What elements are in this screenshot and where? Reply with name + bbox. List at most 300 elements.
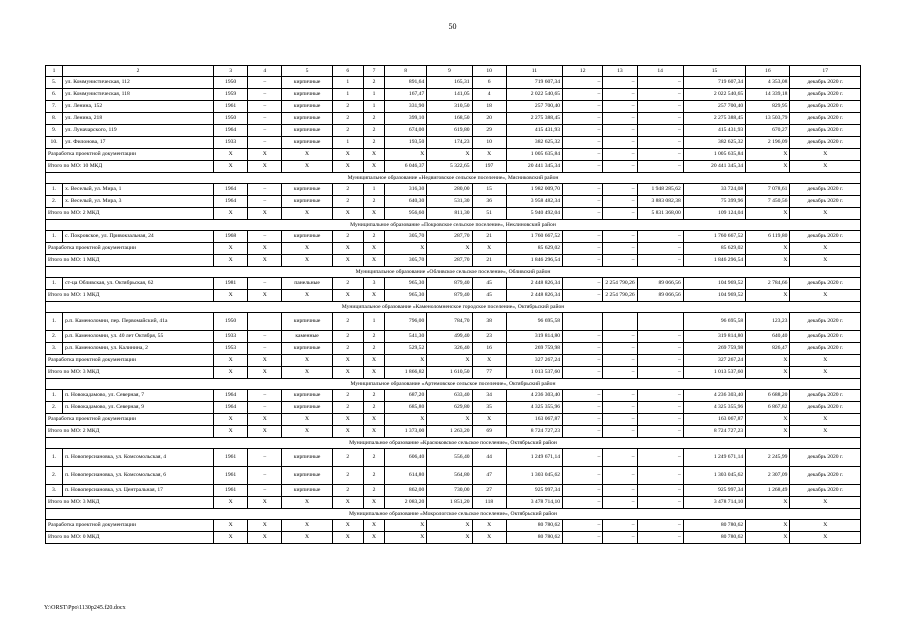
table-cell: 23 [472, 331, 506, 343]
table-row [46, 390, 861, 402]
table-cell: 1 373,00 [385, 426, 427, 438]
summary-label: Итого по МО: 3 МКД [46, 497, 214, 509]
table-cell: 719 607,34 [506, 77, 562, 89]
table-cell: – [248, 113, 282, 125]
summary-label: Итого по МО: 1 МКД [46, 290, 214, 302]
table-cell: 2 254 790,26 [603, 278, 637, 290]
table-cell: 829,95 [746, 101, 790, 113]
table-cell: 44 [472, 449, 506, 467]
table-cell: 1964 [214, 184, 248, 196]
table-cell: X [282, 208, 332, 220]
table-cell: 14 339,18 [746, 89, 790, 101]
table-cell: 3. [46, 485, 63, 497]
table-cell: 163 067,87 [683, 414, 745, 426]
summary-label: Разработка проектной документации [46, 355, 214, 367]
table-cell: X [332, 414, 363, 426]
municipality-heading: Муниципальное образование «Каменоломненское городское поселение», Октябрьский район [46, 302, 861, 313]
table-cell: – [248, 184, 282, 196]
table-cell: 327 267,24 [506, 355, 562, 367]
table-cell: 1953 [214, 343, 248, 355]
table-cell: X [363, 255, 384, 267]
table-cell: 10 [472, 137, 506, 149]
table-cell: 1 005 635,84 [506, 149, 562, 161]
table-cell: 8 724 727,23 [506, 426, 562, 438]
table-cell: – [637, 101, 683, 113]
table-cell: 879,40 [427, 278, 472, 290]
table-cell: 165,31 [427, 77, 472, 89]
table-cell: декабрь 2020 г. [790, 343, 861, 355]
table-row [46, 278, 861, 290]
table-cell: кирпичные [282, 77, 332, 89]
table-cell: 141,05 [427, 89, 472, 101]
table-cell: 382 625,32 [683, 137, 745, 149]
table-cell: 2 022 540,65 [683, 89, 745, 101]
table-cell: X [332, 532, 363, 544]
table-cell: X [385, 355, 427, 367]
table-cell: X [790, 532, 861, 544]
table-cell: 891,64 [385, 77, 427, 89]
table-cell: 1 [363, 89, 384, 101]
table-cell: – [637, 137, 683, 149]
address-cell: р.п. Каменоломни, ул. Калинина, 2 [63, 343, 214, 355]
table-cell: 2 [332, 125, 363, 137]
table-cell: X [472, 355, 506, 367]
table-cell: 556,40 [427, 449, 472, 467]
table-cell: X [363, 149, 384, 161]
table-cell: X [332, 149, 363, 161]
table-cell: – [248, 231, 282, 243]
table-cell: 310,50 [427, 101, 472, 113]
table-cell: 606,40 [385, 449, 427, 467]
table-cell: 1. [46, 390, 63, 402]
table-cell: панельные [282, 278, 332, 290]
table-cell: X [746, 290, 790, 302]
table-cell: X [427, 243, 472, 255]
table-cell: X [746, 426, 790, 438]
table-cell: 1961 [214, 467, 248, 485]
table-cell: 3. [46, 343, 63, 355]
address-cell: ул. Коммунистическая, 118 [63, 89, 214, 101]
table-cell: 85 629,02 [683, 243, 745, 255]
table-cell: 269 759,98 [506, 343, 562, 355]
summary-row [46, 426, 861, 438]
table-cell: 104 969,52 [683, 278, 745, 290]
table-cell: кирпичные [282, 184, 332, 196]
summary-label: Итого по МО: 10 МКД [46, 161, 214, 173]
table-cell: 2 [332, 343, 363, 355]
table-cell: кирпичные [282, 343, 332, 355]
table-cell: – [637, 331, 683, 343]
table-cell: 1 303 045,62 [506, 467, 562, 485]
table-row [46, 101, 861, 113]
table-cell: декабрь 2020 г. [790, 184, 861, 196]
table-cell: 47 [472, 467, 506, 485]
table-cell: 5 940 492,04 [506, 208, 562, 220]
table-cell: X [472, 414, 506, 426]
table-cell: 640,40 [746, 331, 790, 343]
summary-row [46, 161, 861, 173]
table-cell: – [563, 231, 603, 243]
address-cell: ул. Ленина, 152 [63, 101, 214, 113]
table-cell: 796,00 [385, 313, 427, 331]
table-cell: 2 [363, 467, 384, 485]
table-cell: 75 399,96 [683, 196, 745, 208]
summary-label: Итого по МО: 1 МКД [46, 255, 214, 267]
table-cell: – [248, 402, 282, 414]
table-cell: 2 275 388,45 [683, 113, 745, 125]
table-cell: – [248, 101, 282, 113]
table-cell: 123,23 [746, 313, 790, 331]
table-cell: кирпичные [282, 467, 332, 485]
table-cell: 2 083,20 [385, 497, 427, 509]
table-cell: 1 846 296,54 [506, 255, 562, 267]
table-cell: 687,20 [385, 390, 427, 402]
table-cell: 6 867,82 [746, 402, 790, 414]
table-cell: – [248, 125, 282, 137]
table-cell: 8 724 727,23 [683, 426, 745, 438]
table-cell: 1981 [214, 278, 248, 290]
summary-row [46, 149, 861, 161]
table-cell: 674,00 [385, 125, 427, 137]
table-cell: 13 503,79 [746, 113, 790, 125]
summary-row [46, 255, 861, 267]
table-cell: 531,30 [427, 196, 472, 208]
table-cell: кирпичные [282, 196, 332, 208]
table-cell: 38 [472, 313, 506, 331]
table-cell: – [603, 467, 637, 485]
table-cell: 109 124,04 [683, 208, 745, 220]
table-cell: 6 [472, 77, 506, 89]
table-cell: X [282, 497, 332, 509]
table-cell: 27 [472, 485, 506, 497]
table-cell: – [603, 125, 637, 137]
table-cell: 1950 [214, 313, 248, 331]
table-cell: – [563, 414, 603, 426]
table-cell: – [603, 243, 637, 255]
table-cell: декабрь 2020 г. [790, 231, 861, 243]
table-cell: X [363, 161, 384, 173]
table-cell: 35 [472, 402, 506, 414]
table-cell: – [637, 161, 683, 173]
table-cell: X [427, 149, 472, 161]
table-cell: X [746, 208, 790, 220]
table-cell: X [746, 414, 790, 426]
table-cell: 2 [363, 402, 384, 414]
table-cell: 104 969,52 [683, 290, 745, 302]
table-cell: 269 759,98 [683, 343, 745, 355]
table-cell: 1964 [214, 402, 248, 414]
table-cell: X [427, 414, 472, 426]
table-cell: X [363, 290, 384, 302]
table-cell: 1 268,49 [746, 485, 790, 497]
table-cell [248, 313, 282, 331]
municipality-heading: Муниципальное образование «Красюковское сельское поселение», Октябрьский район [46, 438, 861, 449]
table-row [46, 313, 861, 331]
table-cell: 1 [332, 89, 363, 101]
table-cell: X [214, 243, 248, 255]
table-cell: 4 325 355,96 [683, 402, 745, 414]
table-cell: 4 [472, 89, 506, 101]
column-number-cell: 5 [282, 66, 332, 77]
table-cell: 2 [363, 77, 384, 89]
table-cell: X [363, 497, 384, 509]
table-cell: 382 625,32 [506, 137, 562, 149]
table-cell: – [603, 485, 637, 497]
table-cell: – [563, 113, 603, 125]
column-number-row [46, 66, 861, 77]
column-number-cell: 2 [63, 66, 214, 77]
table-cell: – [603, 161, 637, 173]
table-cell: X [332, 243, 363, 255]
table-cell: – [603, 426, 637, 438]
summary-label: Разработка проектной документации [46, 243, 214, 255]
table-cell: 399,10 [385, 113, 427, 125]
table-cell: 2 [332, 485, 363, 497]
table-cell: 784,70 [427, 313, 472, 331]
table-cell: 2 [332, 313, 363, 331]
table-cell: 1 866,82 [385, 367, 427, 379]
table-cell: 1 [363, 101, 384, 113]
table-cell: X [214, 520, 248, 532]
housing-repair-table [45, 65, 861, 544]
table-cell: X [248, 355, 282, 367]
table-cell: 2 [363, 331, 384, 343]
summary-row [46, 520, 861, 532]
table-cell: X [332, 355, 363, 367]
table-cell: X [282, 532, 332, 544]
table-cell: X [214, 255, 248, 267]
table-cell: 51 [472, 208, 506, 220]
table-cell: – [637, 89, 683, 101]
table-cell: 2 [363, 390, 384, 402]
table-cell: декабрь 2020 г. [790, 485, 861, 497]
table-row [46, 343, 861, 355]
table-cell: 2 [363, 125, 384, 137]
table-cell: X [332, 290, 363, 302]
column-number-cell: 15 [683, 66, 745, 77]
table-cell: 2 [363, 485, 384, 497]
table-cell: – [563, 149, 603, 161]
address-cell: п. Новоперсиановка, ул. Комсомольская, 4 [63, 449, 214, 467]
table-cell: – [563, 89, 603, 101]
address-cell: ст-ца Обливская, ул. Октябрьская, 62 [63, 278, 214, 290]
table-cell: 89 066,56 [637, 278, 683, 290]
table-cell: X [332, 161, 363, 173]
table-cell: 1. [46, 449, 63, 467]
table-cell: 2 [363, 196, 384, 208]
table-cell: 80 780,62 [506, 520, 562, 532]
table-cell: 2. [46, 467, 63, 485]
table-cell: X [282, 367, 332, 379]
table-cell: 168,50 [427, 113, 472, 125]
table-cell: 8. [46, 113, 63, 125]
table-cell: 2 [332, 402, 363, 414]
table-cell: – [563, 161, 603, 173]
table-cell: 2 196,09 [746, 137, 790, 149]
table-cell: кирпичные [282, 449, 332, 467]
summary-label: Итого по МО: 3 МКД [46, 367, 214, 379]
table-cell: X [363, 414, 384, 426]
municipality-heading: Муниципальное образование «Мокрологское сельское поселение», Октябрьский район [46, 509, 861, 520]
table-cell: X [248, 497, 282, 509]
table-cell: декабрь 2020 г. [790, 89, 861, 101]
table-cell: 1959 [214, 89, 248, 101]
table-cell: – [637, 367, 683, 379]
table-cell: 6 046,37 [385, 161, 427, 173]
table-cell: 45 [472, 278, 506, 290]
table-cell: 415 431,93 [506, 125, 562, 137]
table-cell: X [746, 497, 790, 509]
table-cell: – [603, 184, 637, 196]
summary-row [46, 290, 861, 302]
table-cell: – [637, 532, 683, 544]
table-cell: – [603, 77, 637, 89]
address-cell: п. Новокадамово, ул. Северная, 9 [63, 402, 214, 414]
table-cell: X [472, 149, 506, 161]
address-cell: р.п. Каменоломни, ул. 40 лет Октября, 55 [63, 331, 214, 343]
table-cell: X [248, 208, 282, 220]
table-cell: X [363, 208, 384, 220]
table-cell [603, 313, 637, 331]
table-cell: кирпичные [282, 390, 332, 402]
table-cell: 7 450,56 [746, 196, 790, 208]
table-row [46, 77, 861, 89]
table-cell: 879,40 [427, 290, 472, 302]
table-cell: 1 [363, 313, 384, 331]
table-cell: – [248, 343, 282, 355]
table-cell: X [282, 290, 332, 302]
table-cell: кирпичные [282, 89, 332, 101]
table-cell: – [563, 532, 603, 544]
table-cell: – [603, 355, 637, 367]
table-cell: – [637, 231, 683, 243]
table-cell: X [214, 532, 248, 544]
table-cell: 6. [46, 89, 63, 101]
table-cell: – [563, 367, 603, 379]
table-cell: 69 [472, 426, 506, 438]
table-cell: X [427, 355, 472, 367]
table-cell: X [214, 149, 248, 161]
table-row [46, 184, 861, 196]
table-cell: 29 [472, 125, 506, 137]
table-cell: – [248, 77, 282, 89]
table-cell: декабрь 2020 г. [790, 331, 861, 343]
municipality-heading-row [46, 438, 861, 449]
table-cell: 96 695,58 [506, 313, 562, 331]
table-cell: кирпичные [282, 485, 332, 497]
table-cell: – [637, 243, 683, 255]
table-cell: 96 695,58 [683, 313, 745, 331]
table-cell: 2 [332, 390, 363, 402]
table-cell: 167,47 [385, 89, 427, 101]
table-cell: 2 [332, 184, 363, 196]
table-cell: – [637, 343, 683, 355]
municipality-heading: Муниципальное образование «Обливское сельское поселение», Обливский район [46, 267, 861, 278]
table-cell: – [563, 101, 603, 113]
table-cell: 719 607,34 [683, 77, 745, 89]
table-cell: X [790, 426, 861, 438]
table-cell: кирпичные [282, 402, 332, 414]
table-cell: X [332, 255, 363, 267]
table-cell: 3 958 482,34 [506, 196, 562, 208]
table-cell: – [248, 390, 282, 402]
table-cell: X [248, 414, 282, 426]
table-cell: 89 066,56 [637, 290, 683, 302]
table-cell: декабрь 2020 г. [790, 101, 861, 113]
table-cell: – [563, 402, 603, 414]
table-cell: 685,80 [385, 402, 427, 414]
table-cell: X [248, 161, 282, 173]
table-cell: 2 245,99 [746, 449, 790, 467]
table-cell: 2 [363, 343, 384, 355]
summary-label: Итого по МО: 2 МКД [46, 208, 214, 220]
summary-label: Разработка проектной документации [46, 149, 214, 161]
table-cell: X [248, 367, 282, 379]
table-cell: 1 013 537,60 [683, 367, 745, 379]
table-cell: X [746, 520, 790, 532]
table-cell: 541,30 [385, 331, 427, 343]
table-cell: X [427, 520, 472, 532]
table-cell: – [248, 137, 282, 149]
table-cell: X [363, 367, 384, 379]
table-cell: – [603, 390, 637, 402]
table-cell: 670,27 [746, 125, 790, 137]
table-cell: X [385, 149, 427, 161]
table-cell: 730,00 [427, 485, 472, 497]
table-cell: – [603, 331, 637, 343]
table-cell: – [563, 390, 603, 402]
table-cell: 319 814,80 [683, 331, 745, 343]
page-number: 50 [448, 22, 457, 31]
table-cell: 9. [46, 125, 63, 137]
table-cell: 1 851,20 [427, 497, 472, 509]
table-cell: X [282, 149, 332, 161]
table-cell: 80 780,62 [683, 520, 745, 532]
table-cell: – [637, 390, 683, 402]
table-cell: – [248, 485, 282, 497]
table-cell: 1 249 671,14 [506, 449, 562, 467]
table-cell: X [790, 497, 861, 509]
table-cell: X [472, 243, 506, 255]
address-cell: х. Веселый, ул. Мира, 3 [63, 196, 214, 208]
table-cell: – [603, 255, 637, 267]
table-cell: X [214, 290, 248, 302]
table-cell [637, 313, 683, 331]
address-cell: с. Покровское, ул. Привокзальная, 24 [63, 231, 214, 243]
summary-row [46, 497, 861, 509]
table-cell: X [332, 497, 363, 509]
municipality-heading-row [46, 173, 861, 184]
table-cell: 21 [472, 255, 506, 267]
municipality-heading: Муниципальное образование «Артемовское сельское поселение», Октябрьский район [46, 379, 861, 390]
summary-row [46, 208, 861, 220]
table-cell: 2 [332, 278, 363, 290]
table-cell: – [637, 149, 683, 161]
table-cell: X [427, 532, 472, 544]
table-cell: X [282, 243, 332, 255]
table-cell: 20 [472, 113, 506, 125]
table-cell: X [746, 255, 790, 267]
table-cell: 1961 [214, 101, 248, 113]
table-cell: декабрь 2020 г. [790, 402, 861, 414]
file-path: Y:\ORST\Ppo\1130p245.f20.docx [44, 605, 126, 611]
table-cell: – [603, 497, 637, 509]
address-cell: х. Веселый, ул. Мира, 1 [63, 184, 214, 196]
column-number-cell: 1 [46, 66, 63, 77]
table-cell: X [214, 355, 248, 367]
table-cell: 7 078,61 [746, 184, 790, 196]
table-cell: X [282, 161, 332, 173]
